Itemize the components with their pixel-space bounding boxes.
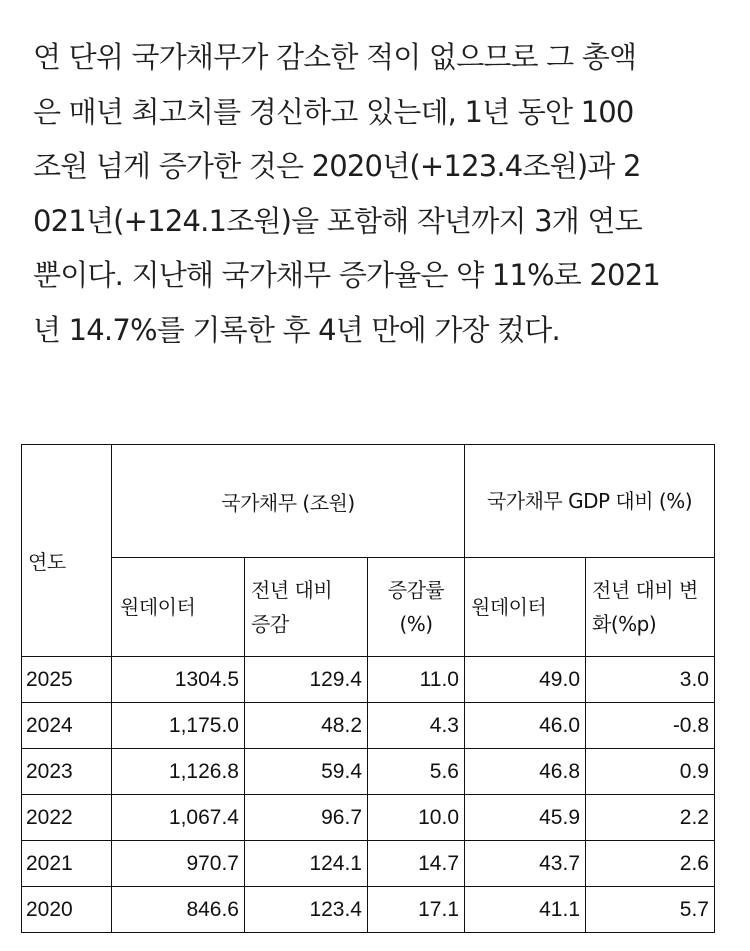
debt-cell: 1,067.4	[112, 795, 245, 841]
debt-cell: 1304.5	[112, 657, 245, 703]
year-header: 연도	[22, 445, 112, 657]
gdp-change-cell: 3.0	[586, 657, 715, 703]
article-line: 년 14.7%를 기록한 후 4년 만에 가장 컸다.	[33, 312, 560, 347]
rate-cell: 5.6	[368, 749, 465, 795]
debt-cell: 1,175.0	[112, 703, 245, 749]
year-cell: 2022	[22, 795, 112, 841]
gdp-cell: 46.8	[465, 749, 586, 795]
gdp-change-cell: 2.2	[586, 795, 715, 841]
year-cell: 2020	[22, 887, 112, 933]
rate-cell: 4.3	[368, 703, 465, 749]
table-row	[22, 657, 715, 703]
debt-cell: 846.6	[112, 887, 245, 933]
growth-rate-header: 증감률 (%)	[368, 558, 465, 657]
year-cell: 2025	[22, 657, 112, 703]
rate-cell: 11.0	[368, 657, 465, 703]
gdp-raw-header: 원데이터	[465, 558, 586, 657]
article-line: 021년(+124.1조원)을 포함해 작년까지 3개 연도	[33, 203, 642, 238]
change-cell: 59.4	[245, 749, 368, 795]
article-line: 뿐이다. 지난해 국가채무 증가율은 약 11%로 2021	[33, 258, 661, 292]
debt-group-header: 국가채무 (조원)	[112, 445, 465, 558]
national-debt-table	[21, 444, 715, 933]
gdp-cell: 46.0	[465, 703, 586, 749]
debt-cell: 1,126.8	[112, 749, 245, 795]
gdp-change-header: 전년 대비 변화(%p)	[586, 558, 715, 657]
gdp-cell: 41.1	[465, 887, 586, 933]
change-cell: 129.4	[245, 657, 368, 703]
change-cell: 124.1	[245, 841, 368, 887]
gdp-cell: 49.0	[465, 657, 586, 703]
rate-cell: 14.7	[368, 841, 465, 887]
table-row	[22, 841, 715, 887]
gdp-change-cell: -0.8	[586, 703, 715, 749]
change-cell: 96.7	[245, 795, 368, 841]
table-row	[22, 749, 715, 795]
gdp-change-cell: 2.6	[586, 841, 715, 887]
table-row	[22, 795, 715, 841]
article-text	[33, 30, 723, 357]
table-row	[22, 703, 715, 749]
change-cell: 123.4	[245, 887, 368, 933]
article-line: 연 단위 국가채무가 감소한 적이 없으므로 그 총액	[33, 40, 637, 74]
rate-cell: 17.1	[368, 887, 465, 933]
table-row	[22, 887, 715, 933]
year-cell: 2024	[22, 703, 112, 749]
gdp-cell: 43.7	[465, 841, 586, 887]
gdp-change-cell: 5.7	[586, 887, 715, 933]
debt-cell: 970.7	[112, 841, 245, 887]
year-cell: 2021	[22, 841, 112, 887]
rate-cell: 10.0	[368, 795, 465, 841]
gdp-change-cell: 0.9	[586, 749, 715, 795]
article-line: 은 매년 최고치를 경신하고 있는데, 1년 동안 100	[33, 94, 634, 129]
debt-raw-header: 원데이터	[112, 558, 245, 657]
gdp-cell: 45.9	[465, 795, 586, 841]
change-cell: 48.2	[245, 703, 368, 749]
debt-yoy-header: 전년 대비 증감	[245, 558, 368, 657]
year-cell: 2023	[22, 749, 112, 795]
gdp-group-header: 국가채무 GDP 대비 (%)	[465, 445, 715, 558]
article-line: 조원 넘게 증가한 것은 2020년(+123.4조원)과 2	[33, 149, 641, 183]
